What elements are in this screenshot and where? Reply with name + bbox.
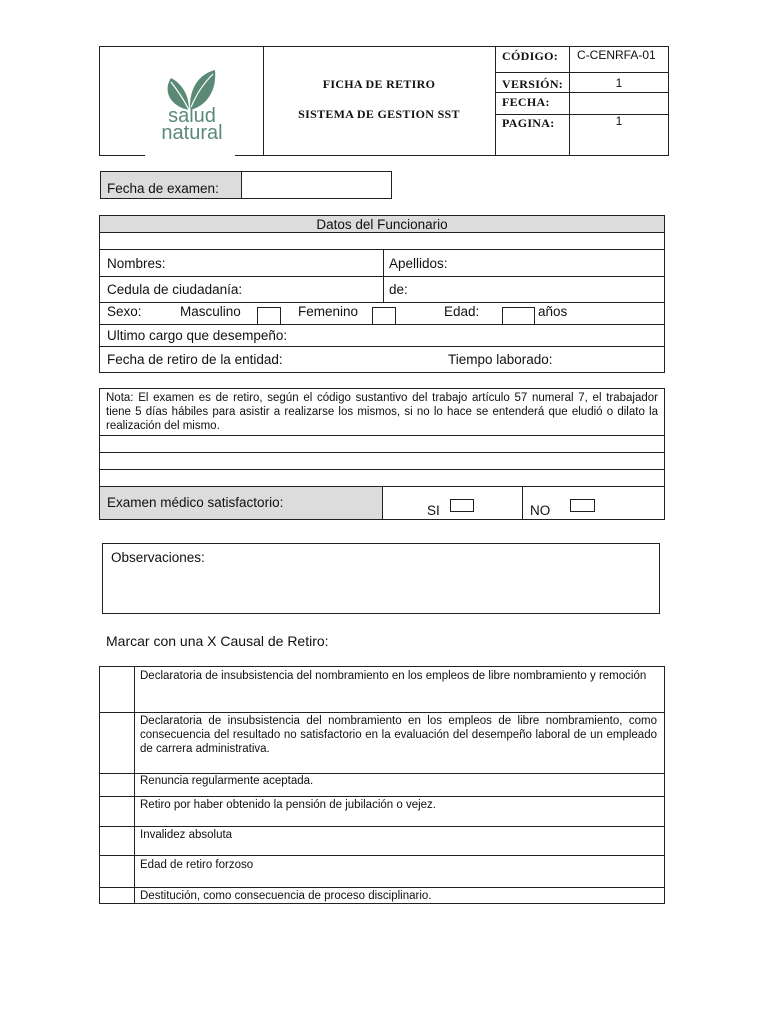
cedula-label: Cedula de ciudadanía:	[107, 282, 243, 297]
anos-label: años	[538, 304, 568, 319]
causal-mark-cell-2[interactable]	[100, 713, 134, 773]
nota-table	[99, 388, 665, 520]
masculino-checkbox[interactable]	[257, 307, 281, 325]
causal-mark-cell-5[interactable]	[100, 827, 134, 855]
ultimo-cargo-label: Ultimo cargo que desempeño:	[107, 328, 288, 343]
no-label: NO	[530, 503, 551, 518]
causal-heading: Marcar con una X Causal de Retiro:	[106, 633, 329, 649]
exam-date-label: Fecha de examen:	[107, 181, 219, 196]
causal-mark-cell-3[interactable]	[100, 774, 134, 796]
causal-item-4: Retiro por haber obtenido la pensión de jubilación o vejez.	[140, 799, 437, 811]
edad-label: Edad:	[444, 304, 480, 319]
causal-item-3: Renuncia regularmente aceptada.	[140, 775, 314, 787]
si-label: SI	[427, 503, 440, 518]
page-subtitle: SISTEMA DE GESTION SST	[298, 107, 460, 121]
datos-title: Datos del Funcionario	[316, 217, 448, 232]
causal-mark-cell-6[interactable]	[100, 856, 134, 887]
datos-table	[99, 215, 665, 373]
fecha-retiro-label: Fecha de retiro de la entidad:	[107, 352, 283, 367]
si-checkbox[interactable]	[450, 499, 474, 512]
no-checkbox[interactable]	[570, 499, 595, 512]
nombres-label: Nombres:	[107, 256, 166, 271]
header-table	[99, 46, 669, 156]
examen-satisfactorio-label: Examen médico satisfactorio:	[107, 495, 284, 510]
pagina-value: 1	[615, 114, 623, 128]
causal-mark-cell-1[interactable]	[100, 667, 134, 712]
causal-item-1: Declaratoria de insubsistencia del nombramiento en los empleos de libre nombramiento y remoción	[140, 670, 647, 682]
causal-table	[99, 666, 665, 904]
fecha-label: FECHA:	[502, 95, 550, 109]
causal-item-6: Edad de retiro forzoso	[140, 859, 254, 871]
apellidos-label: Apellidos:	[389, 256, 448, 271]
causal-item-5: Invalidez absoluta	[140, 829, 233, 841]
causal-mark-cell-7[interactable]	[100, 888, 134, 903]
causal-item-7: Destitución, como consecuencia de proceso disciplinario.	[140, 890, 432, 902]
version-label: VERSIÓN:	[502, 77, 564, 91]
causal-item-2: Declaratoria de insubsistencia del nombramiento en los empleos de libre nombramiento, como consecuencia del resultado no satisfactorio en la evaluación del desempeño laboral de un empleado de carrera administrativa.	[140, 715, 657, 755]
exam-date-field[interactable]	[241, 171, 392, 199]
version-value: 1	[615, 76, 623, 90]
logo-text-salud: salud	[168, 105, 216, 127]
page-title: FICHA DE RETIRO	[322, 77, 436, 91]
femenino-label: Femenino	[298, 304, 359, 319]
causal-mark-cell-4[interactable]	[100, 797, 134, 826]
observaciones-label: Observaciones:	[111, 550, 205, 565]
examen-label-cell	[100, 487, 383, 519]
pagina-label: PAGINA:	[502, 116, 555, 130]
exam-date-label-cell	[100, 171, 242, 199]
company-logo	[137, 68, 247, 148]
femenino-checkbox[interactable]	[372, 307, 396, 325]
observaciones-box[interactable]	[102, 543, 660, 614]
nota-text: Nota: El examen es de retiro, según el código sustantivo del trabajo artículo 57 numeral 7, el trabajador tiene 5 días hábiles para asistir a realizarse los mismos, si no lo hace se entenderá que eludió o dilato la realización del mismo.	[106, 392, 658, 432]
datos-header	[100, 216, 664, 233]
tiempo-laborado-label: Tiempo laborado:	[448, 352, 553, 367]
sexo-label: Sexo:	[107, 304, 142, 319]
edad-field[interactable]	[502, 307, 535, 325]
codigo-label: CÓDIGO:	[502, 49, 559, 63]
masculino-label: Masculino	[180, 304, 241, 319]
codigo-value: C-CENRFA-01	[577, 48, 656, 62]
de-label: de:	[389, 282, 408, 297]
logo-text-natural: natural	[161, 122, 223, 144]
